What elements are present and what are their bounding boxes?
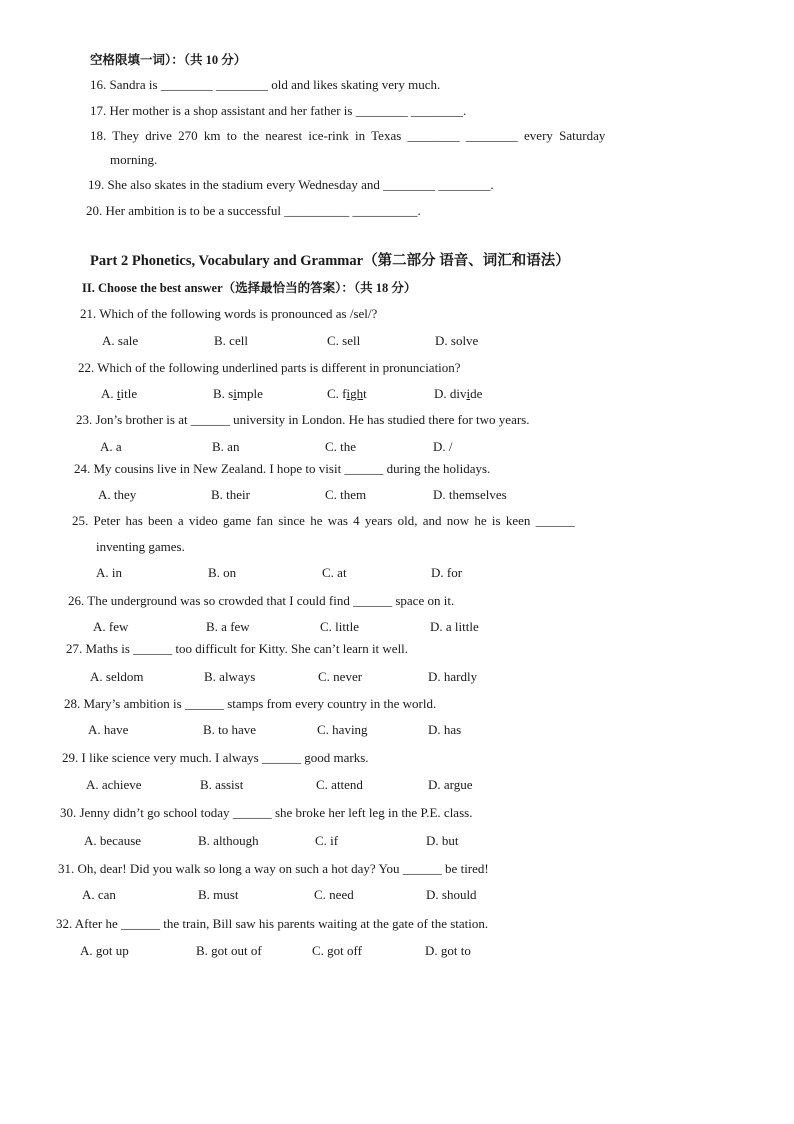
option-c: C. sell xyxy=(327,333,361,348)
option-d: D. hardly xyxy=(428,669,478,684)
question-23: 23. Jon’s brother is at ______ university in London. He has studied there for two years. xyxy=(76,412,530,427)
option-c: C. having xyxy=(317,722,368,737)
option-b: B. assist xyxy=(200,777,244,792)
question-21: 21. Which of the following words is pronounced as /sel/? xyxy=(80,306,378,321)
option-d: D. for xyxy=(431,565,463,580)
question-20: 20. Her ambition is to be a successful __________ __________. xyxy=(86,203,421,218)
option-b: B. must xyxy=(198,887,239,902)
option-a: A. seldom xyxy=(90,669,144,684)
option-a: A. a xyxy=(100,439,122,454)
option-c: C. the xyxy=(325,439,357,454)
question-32: 32. After he ______ the train, Bill saw his parents waiting at the gate of the station. xyxy=(56,916,489,931)
option-a: A. can xyxy=(82,887,116,902)
option-a: A. in xyxy=(96,565,122,580)
option-b: B. got out of xyxy=(196,943,262,958)
question-19: 19. She also skates in the stadium every Wednesday and ________ ________. xyxy=(88,177,494,192)
option-a: A. few xyxy=(93,619,129,634)
option-b: B. their xyxy=(211,487,250,502)
option-a: A. achieve xyxy=(86,777,142,792)
question-25: 25. Peter has been a video game fan since he was 4 years old, and now he is keen ______ xyxy=(72,513,575,528)
option-c: C. got off xyxy=(312,943,362,958)
part2-title: Part 2 Phonetics, Vocabulary and Grammar（第二部分 语音、词汇和语法） xyxy=(90,253,570,269)
question-26: 26. The underground was so crowded that I could find ______ space on it. xyxy=(68,593,455,608)
question-18: 18. They drive 270 km to the nearest ice-rink in Texas ________ ________ every Saturday xyxy=(90,128,606,143)
option-a: A. sale xyxy=(102,333,139,348)
question-25-cont: inventing games. xyxy=(96,539,185,554)
section1-instruction: 空格限填一词）：（共 10 分） xyxy=(90,53,247,67)
question-24: 24. My cousins live in New Zealand. I hope to visit ______ during the holidays. xyxy=(74,461,491,476)
option-b: B. always xyxy=(204,669,256,684)
option-c: C. if xyxy=(315,833,339,848)
question-31: 31. Oh, dear! Did you walk so long a way on such a hot day? You ______ be tired! xyxy=(58,861,489,876)
question-18-cont: morning. xyxy=(110,152,158,167)
question-28: 28. Mary’s ambition is ______ stamps from every country in the world. xyxy=(64,696,437,711)
option-b: B. although xyxy=(198,833,259,848)
question-27: 27. Maths is ______ too difficult for Kitty. She can’t learn it well. xyxy=(66,641,409,656)
option-d: D. a little xyxy=(430,619,479,634)
option-d: D. themselves xyxy=(433,487,507,502)
option-a: A. because xyxy=(84,833,142,848)
question-17: 17. Her mother is a shop assistant and her father is ________ ________. xyxy=(90,103,467,118)
option-b: B. a few xyxy=(206,619,250,634)
option-d: D. got to xyxy=(425,943,471,958)
option-b: B. an xyxy=(212,439,240,454)
option-a: A. got up xyxy=(80,943,129,958)
option-b: B. on xyxy=(208,565,237,580)
option-d: D. but xyxy=(426,833,459,848)
section2-title: II. Choose the best answer（选择最恰当的答案）：（共 18 分） xyxy=(82,281,417,295)
option-c: C. them xyxy=(325,487,367,502)
option-a: A. title xyxy=(101,386,138,401)
option-d: D. divide xyxy=(434,386,483,401)
question-29: 29. I like science very much. I always ______ good marks. xyxy=(62,750,369,765)
option-c: C. need xyxy=(314,887,354,902)
option-c: C. never xyxy=(318,669,363,684)
option-d: D. has xyxy=(428,722,462,737)
option-b: B. cell xyxy=(214,333,248,348)
option-d: D. solve xyxy=(435,333,479,348)
option-d: D. argue xyxy=(428,777,473,792)
question-22: 22. Which of the following underlined parts is different in pronunciation? xyxy=(78,360,461,375)
option-a: A. have xyxy=(88,722,129,737)
option-c: C. attend xyxy=(316,777,363,792)
option-b: B. to have xyxy=(203,722,257,737)
option-c: C. at xyxy=(322,565,347,580)
option-c: C. fight xyxy=(327,386,367,401)
option-a: A. they xyxy=(98,487,137,502)
option-d: D. / xyxy=(433,439,453,454)
option-d: D. should xyxy=(426,887,477,902)
option-c: C. little xyxy=(320,619,359,634)
question-30: 30. Jenny didn’t go school today ______ she broke her left leg in the P.E. class. xyxy=(60,805,473,820)
option-b: B. simple xyxy=(213,386,263,401)
question-16: 16. Sandra is ________ ________ old and likes skating very much. xyxy=(90,77,441,92)
